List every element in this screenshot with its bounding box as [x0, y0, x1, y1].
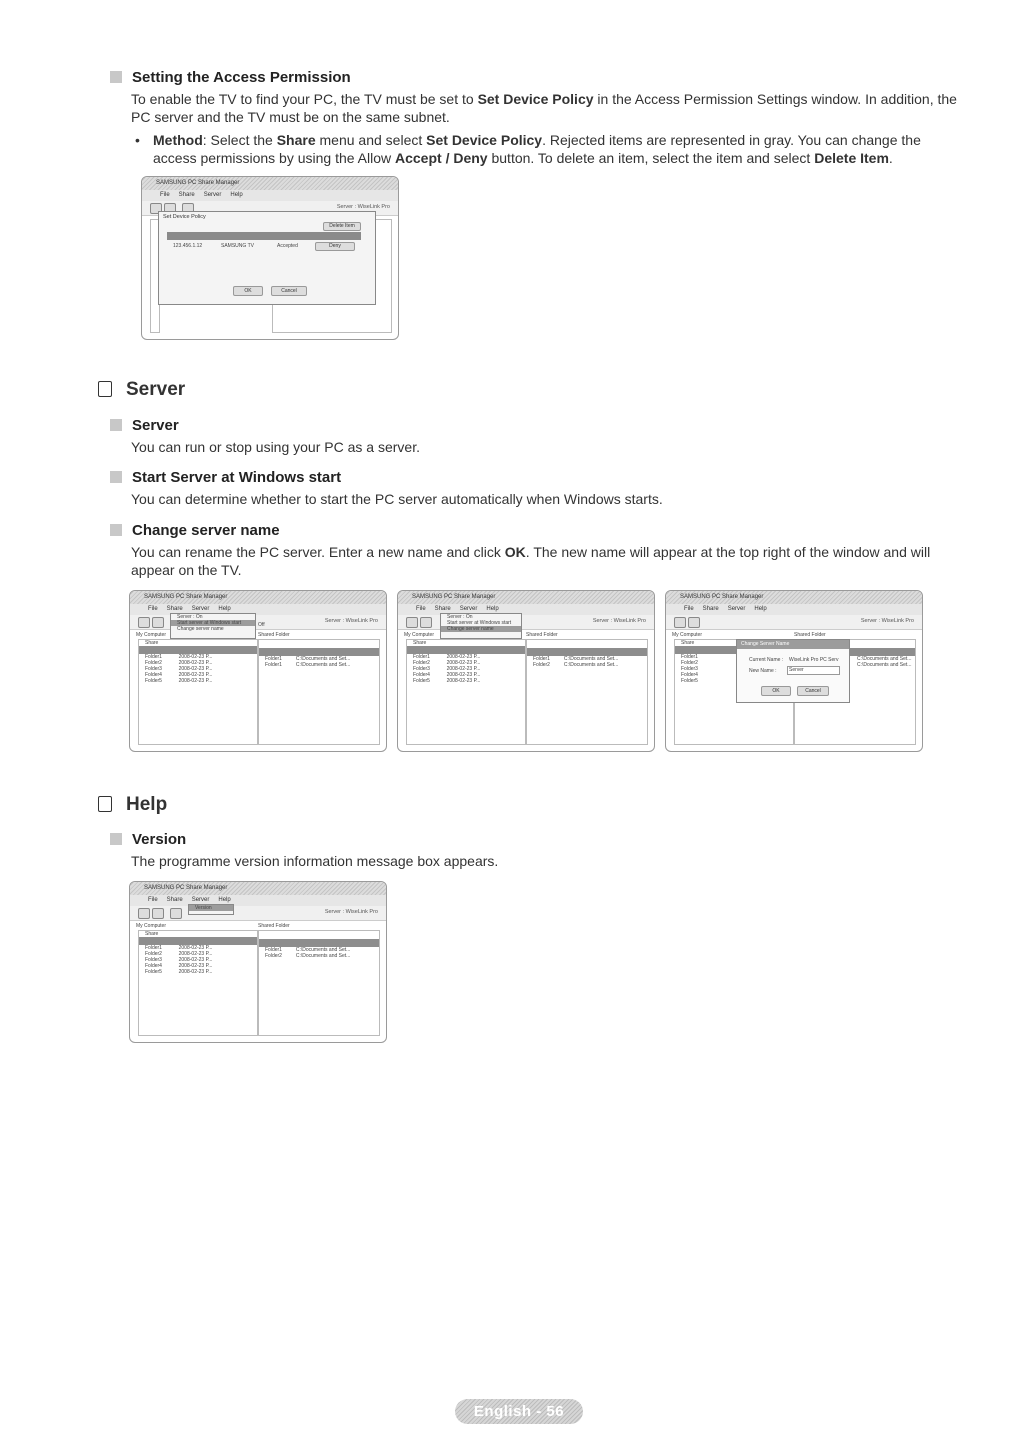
- bullet-dot-icon: •: [135, 132, 140, 148]
- page-number-badge: English - 56: [455, 1399, 583, 1424]
- version-text: The programme version information message box appears.: [131, 853, 499, 869]
- bullet-square-icon: [110, 524, 122, 536]
- help-dropdown-menu: [188, 904, 234, 915]
- screenshot-help-menu: SAMSUNG PC Share Manager File Share Server Help Version Server : WiseLink Pro My Computer Shared Folder Share Folder1 2008-02-23 P... Folder2 2008-02-23 P... Folder3 2008-02-23 P... Folder4 2008-02-23 P... Folder5 2008-02-23 P... Folder1 C:\Documents and Set... Folder2 C:\Documents and Set...: [129, 881, 387, 1043]
- bullet-square-icon: [110, 71, 122, 83]
- screenshot-change-name-dialog: SAMSUNG PC Share Manager File Share Server Help Server : WiseLink Pro My Computer Shared Folder Share Folder1 Folder2 Folder3 Folder4 Folder5 C:\Documents and Set... C:\Documents and Set... Change Server Name Current Name : WiseLink Pro PC Serv New Name : Server OK Cancel: [665, 590, 923, 752]
- folder-icon: [406, 617, 418, 628]
- delete-item-button[interactable]: Delete Item: [323, 222, 361, 231]
- menu-item-start-server[interactable]: Start server at Windows start: [171, 620, 255, 626]
- share-icon: [688, 617, 700, 628]
- checkbox-square-icon: [98, 381, 112, 397]
- folder-icon: [138, 908, 150, 919]
- access-intro-text: To enable the TV to find your PC, the TV must be set to Set Device Policy in the Access Permission Settings window. In addition, the PC server and the TV must be on the same subnet.: [131, 91, 957, 125]
- change-server-name-heading: Change server name: [110, 522, 280, 539]
- bullet-square-icon: [110, 471, 122, 483]
- checkbox-square-icon: [98, 796, 112, 812]
- ok-button[interactable]: OK: [761, 686, 791, 696]
- cancel-button[interactable]: Cancel: [271, 286, 307, 296]
- change-server-name-text: You can rename the PC server. Enter a new name and click OK. The new name will appear at the top right of the window and will appear on the TV.: [131, 544, 931, 578]
- cancel-button[interactable]: Cancel: [797, 686, 829, 696]
- deny-button[interactable]: Deny: [315, 242, 355, 251]
- screenshot-set-device-policy: SAMSUNG PC Share Manager File Share Server Help Server : WiseLink Pro Set Device Policy Delete Item 123.456.1.12 SAMSUNG TV Accepted Deny OK Cancel: [141, 176, 399, 340]
- menu-item-server-onoff[interactable]: Server : On: [447, 614, 473, 620]
- share-icon: [420, 617, 432, 628]
- version-heading: Version: [110, 831, 186, 848]
- share-icon: [152, 908, 164, 919]
- access-method-text: • Method: Select the Share menu and select Set Device Policy. Rejected items are represented in gray. You can change the access permissions by using the Allow Accept / Deny button. To delete an item, select the item and select Delete Item.: [135, 132, 921, 166]
- screenshot-server-menu: SAMSUNG PC Share Manager File Share Server Help Server : WiseLink Pro My Computer Shared Folder Share Folder1 2008-02-23 P... Folder2 2008-02-23 P... Folder3 2008-02-23 P... Folder4 2008-02-23 P... Folder5 2008-02-23 P... Folder1 C:\Documents and Set... Folder1 C:\Documents and Set... Server : On Start server at Windows start Change server name Off: [129, 590, 387, 752]
- new-name-input[interactable]: Server: [787, 666, 840, 675]
- ok-button[interactable]: OK: [233, 286, 263, 296]
- menu-item-change-name[interactable]: Change server name: [177, 626, 224, 632]
- server-dropdown-menu: [170, 613, 256, 639]
- start-server-text: You can determine whether to start the PC server automatically when Windows starts.: [131, 491, 663, 507]
- set-device-policy-dialog: Set Device Policy Delete Item 123.456.1.12 SAMSUNG TV Accepted Deny OK Cancel: [158, 211, 376, 305]
- server-dropdown-menu: [440, 613, 522, 639]
- bullet-square-icon: [110, 419, 122, 431]
- menu-bar: File Share Server Help: [142, 190, 398, 201]
- menu-item-change-name[interactable]: Change server name: [441, 626, 521, 632]
- menu-bar: File Share Server Help: [130, 604, 386, 615]
- menu-item-server-onoff[interactable]: Server : On: [177, 614, 203, 620]
- refresh-icon: [170, 908, 182, 919]
- server-heading: Server: [110, 417, 179, 434]
- folder-icon: [674, 617, 686, 628]
- server-section-title: Server: [98, 379, 185, 401]
- server-text: You can run or stop using your PC as a server.: [131, 439, 420, 455]
- share-icon: [152, 617, 164, 628]
- folder-icon: [138, 617, 150, 628]
- access-permission-heading: Setting the Access Permission: [110, 69, 351, 86]
- help-section-title: Help: [98, 794, 167, 816]
- menu-item-start-server[interactable]: Start server at Windows start: [447, 620, 512, 626]
- screenshot-change-name-menu: SAMSUNG PC Share Manager File Share Server Help Server : WiseLink Pro My Computer Shared Folder Share Folder1 2008-02-23 P... Folder2 2008-02-23 P... Folder3 2008-02-23 P... Folder4 2008-02-23 P... Folder5 2008-02-23 P... Folder1 C:\Documents and Set... Folder2 C:\Documents and Set... Server : On Start server at Windows start Change server name: [397, 590, 655, 752]
- menu-item-version[interactable]: Version: [189, 905, 233, 911]
- change-server-name-dialog: Change Server Name Current Name : WiseLink Pro PC Serv New Name : Server OK Cancel: [736, 639, 850, 703]
- bullet-square-icon: [110, 833, 122, 845]
- start-server-heading: Start Server at Windows start: [110, 469, 341, 486]
